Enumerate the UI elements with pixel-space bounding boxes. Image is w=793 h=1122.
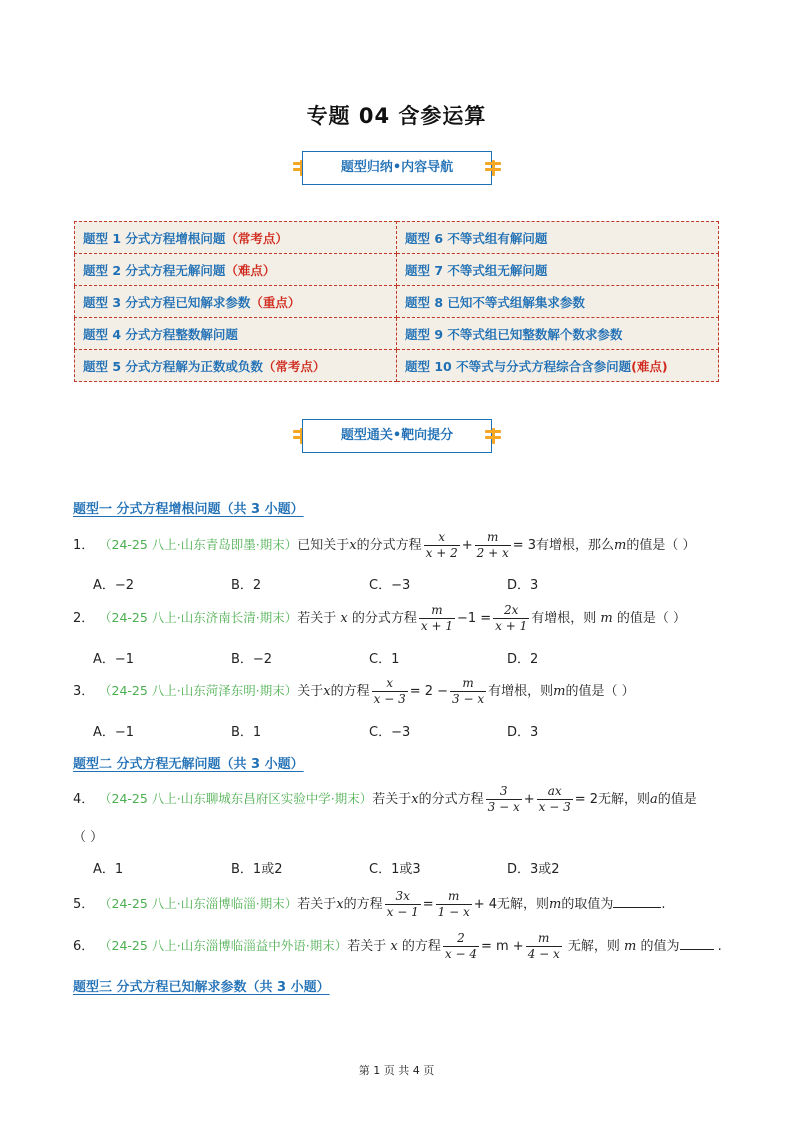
option-c[interactable]: C．1或3 (369, 862, 421, 877)
question-number: 1． (73, 538, 95, 553)
fraction: $\frac{2}{x - 4}$ (444, 931, 477, 961)
option-d[interactable]: D．3 (507, 578, 539, 593)
table-row (75, 254, 719, 286)
option-c[interactable]: C．−3 (369, 725, 411, 740)
fraction: $\frac{m}{x + 1}$ (420, 603, 453, 633)
question-6: 6． （24-25 八上·山东淄博临淄益中外语·期末）若关于 x 的方程 $\frac{2}{x - 4}$ = m + $\frac{m}{4 - x}$ 无解，则 m 的值为 . (73, 931, 722, 961)
fraction: $\frac{m}{1 - x}$ (437, 889, 470, 919)
section-banner-navigation (0, 151, 793, 187)
nav-cell[interactable]: 题型 10 不等式与分式方程综合含参问题(难点) (397, 350, 719, 382)
page-title: 专题 04 含参运算 (306, 104, 487, 128)
banner-decoration-icon (485, 162, 501, 174)
table-row (75, 222, 719, 254)
question-4: 4． （24-25 八上·山东聊城东昌府区实验中学·期末）若关于x的分式方程 $\frac{3}{3 - x}$ + $\frac{ax}{x - 3}$ = 2无解，则a的值是 (73, 784, 697, 814)
fraction: $\frac{3}{3 - x}$ (487, 784, 520, 814)
table-row (75, 318, 719, 350)
option-a[interactable]: A．−1 (93, 725, 135, 740)
question-source: （24-25 八上·山东青岛即墨·期末） (99, 537, 298, 552)
option-b[interactable]: B．2 (231, 578, 262, 593)
answer-blank[interactable] (680, 937, 714, 950)
question-5: 5． （24-25 八上·山东淄博临淄·期末）若关于x的方程 $\frac{3x}{x - 1}$ = $\frac{m}{1 - x}$ + 4无解，则m的取值为 . (73, 889, 666, 919)
option-a[interactable]: A．1 (93, 862, 124, 877)
nav-cell[interactable]: 题型 6 不等式组有解问题 (397, 222, 719, 254)
table-row (75, 350, 719, 382)
fraction: $\frac{m}{3 - x}$ (452, 676, 485, 706)
fraction: $\frac{2x}{x + 1}$ (495, 603, 528, 633)
nav-cell[interactable]: 题型 5 分式方程解为正数或负数（常考点） (75, 350, 397, 382)
content-navigation-table (74, 221, 719, 382)
question-3: 3． （24-25 八上·山东菏泽东明·期末）关于x的方程 $\frac{x}{x - 3}$ = 2 − $\frac{m}{3 - x}$ 有增根，则m的值是（ ） (73, 676, 635, 706)
option-b[interactable]: B．−2 (231, 652, 273, 667)
section-banner-practice (0, 419, 793, 455)
option-a[interactable]: A．−1 (93, 652, 135, 667)
table-row (75, 286, 719, 318)
section-label: 题型通关•靶向提分 (302, 419, 492, 453)
answer-options (93, 721, 645, 740)
answer-blank[interactable] (613, 895, 661, 908)
question-2: 2． （24-25 八上·山东济南长清·期末）若关于 x 的分式方程 $\frac{m}{x + 1}$ −1 = $\frac{2x}{x + 1}$ 有增根，则 m 的值是（ ） (73, 603, 686, 633)
section-label: 题型归纳•内容导航 (302, 151, 492, 185)
page-footer: 第 1 页 共 4 页 (358, 1064, 435, 1077)
fraction: $\frac{m}{4 - x}$ (527, 931, 560, 961)
option-c[interactable]: C．1 (369, 652, 400, 667)
nav-cell[interactable]: 题型 7 不等式组无解问题 (397, 254, 719, 286)
option-b[interactable]: B．1或2 (231, 862, 283, 877)
option-b[interactable]: B．1 (231, 725, 262, 740)
nav-cell[interactable]: 题型 8 已知不等式组解集求参数 (397, 286, 719, 318)
fraction: $\frac{ax}{x - 3}$ (538, 784, 571, 814)
option-d[interactable]: D．2 (507, 652, 539, 667)
answer-options (93, 648, 645, 667)
question-type-heading[interactable]: 题型一 分式方程增根问题（共 3 小题） (73, 502, 304, 517)
option-d[interactable]: D．3 (507, 725, 539, 740)
fraction: $\frac{x}{x - 3}$ (373, 676, 406, 706)
answer-options (93, 858, 645, 877)
question-1: 1． （24-25 八上·山东青岛即墨·期末）已知关于x的分式方程 $\frac{x}{x + 2}$ + $\frac{m}{2 + x}$ = 3有增根，那么m的值是（ ） (73, 530, 696, 560)
nav-cell[interactable]: 题型 3 分式方程已知解求参数（重点） (75, 286, 397, 318)
fraction: $\frac{m}{2 + x}$ (476, 530, 509, 560)
nav-cell[interactable]: 题型 4 分式方程整数解问题 (75, 318, 397, 350)
fraction: $\frac{3x}{x - 1}$ (386, 889, 419, 919)
option-d[interactable]: D．3或2 (507, 862, 560, 877)
nav-cell[interactable]: 题型 1 分式方程增根问题（常考点） (75, 222, 397, 254)
banner-decoration-icon (485, 430, 501, 442)
nav-cell[interactable]: 题型 2 分式方程无解问题（难点） (75, 254, 397, 286)
question-type-heading[interactable]: 题型二 分式方程无解问题（共 3 小题） (73, 757, 304, 772)
option-c[interactable]: C．−3 (369, 578, 411, 593)
fraction: $\frac{x}{x + 2}$ (425, 530, 458, 560)
answer-options (93, 574, 645, 593)
option-a[interactable]: A．−2 (93, 578, 135, 593)
question-type-heading[interactable]: 题型三 分式方程已知解求参数（共 3 小题） (73, 980, 330, 995)
nav-cell[interactable]: 题型 9 不等式组已知整数解个数求参数 (397, 318, 719, 350)
question-4-continued: （ ） (73, 830, 104, 845)
